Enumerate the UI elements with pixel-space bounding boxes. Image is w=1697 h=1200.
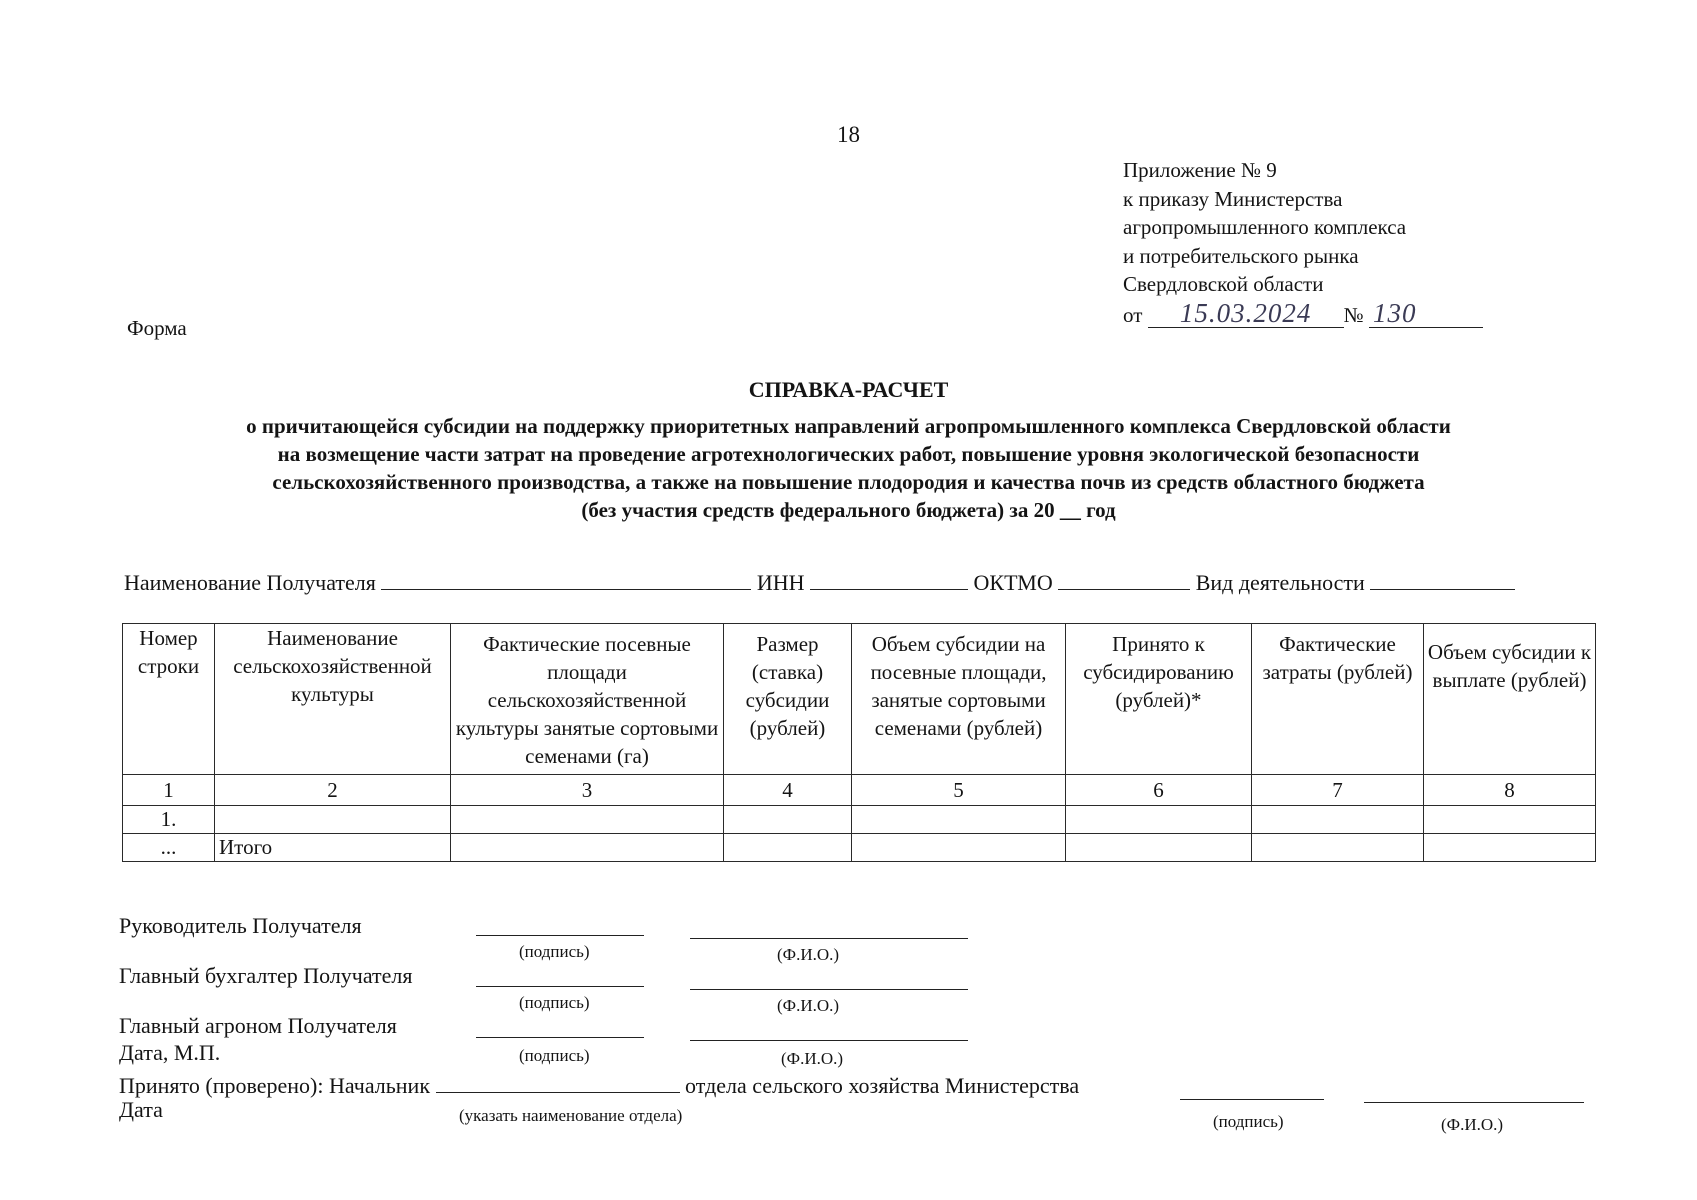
name-note: (Ф.И.О.) [781,1049,844,1068]
header-accepted: Принято к субсидированию (рублей)* [1066,624,1252,775]
table-cell[interactable] [1066,834,1252,862]
signature-note: (подпись) [519,942,590,961]
table-cell[interactable] [1424,834,1596,862]
table-cell[interactable] [1424,806,1596,834]
approval-signature-note: (подпись) [1213,1112,1284,1131]
recipient-name-blank[interactable] [381,571,751,590]
appendix-line: Приложение № 9 [1123,158,1277,182]
signature-line-head[interactable] [476,935,644,936]
appendix-line: агропромышленного комплекса [1123,215,1407,239]
oktmo-blank[interactable] [1058,571,1190,590]
table-cell: 1. [123,806,215,834]
column-number: 6 [1066,775,1252,806]
order-prefix: от [1123,302,1143,327]
department-blank[interactable] [436,1074,680,1093]
order-no-label: № [1343,302,1364,327]
order-reference [1123,299,1483,330]
table-row-total [123,834,1596,862]
name-note: (Ф.И.О.) [777,996,840,1015]
name-line-agronomist[interactable] [690,1040,968,1041]
recipient-name-label: Наименование Получателя [124,570,376,595]
signature-line-accountant[interactable] [476,986,644,987]
header-subsidy-volume: Объем субсидии на посевные площади, занятые сортовыми семенами (рублей) [852,624,1066,775]
signature-note: (подпись) [519,1046,590,1065]
column-number-row [123,775,1596,806]
approval-line [119,1073,1079,1099]
inn-label: ИНН [756,570,805,595]
activity-blank[interactable] [1370,571,1515,590]
table-cell[interactable] [1252,834,1424,862]
table-header-row [123,624,1596,775]
table-cell[interactable] [724,834,852,862]
appendix-block [1123,156,1483,329]
approval-middle: отдела сельского хозяйства Министерства [685,1073,1080,1098]
subtitle-line: (без участия средств федерального бюджета) за 20 __ год [581,498,1116,522]
table-cell[interactable] [1252,806,1424,834]
subtitle-line: сельскохозяйственного производства, а также на повышение плодородия и качества почв из средств областного бюджета [272,470,1425,494]
subsidy-table [122,623,1596,862]
column-number: 1 [123,775,215,806]
appendix-line: Свердловской области [1123,272,1324,296]
form-label: Форма [127,316,187,340]
page-number: 18 [837,122,860,147]
table-cell: ... [123,834,215,862]
header-row-number: Номер строки [123,624,215,775]
name-note: (Ф.И.О.) [777,945,840,964]
approval-signature-line[interactable] [1180,1099,1324,1100]
column-number: 8 [1424,775,1596,806]
activity-label: Вид деятельности [1195,570,1365,595]
column-number: 5 [852,775,1066,806]
appendix-line: и потребительского рынка [1123,243,1359,268]
oktmo-label: ОКТМО [973,570,1053,595]
table-cell[interactable] [451,806,724,834]
table-cell[interactable] [852,834,1066,862]
signature-label-head: Руководитель Получателя [119,913,362,938]
approval-name-note: (Ф.И.О.) [1441,1115,1504,1134]
table-row [123,806,1596,834]
department-note: (указать наименование отдела) [459,1106,683,1125]
subtitle-line: о причитающейся субсидии на поддержку приоритетных направлений агропромышленного комплекса Свердловской области [246,414,1451,438]
table-cell[interactable] [1066,806,1252,834]
approval-date-label: Дата [119,1097,163,1122]
order-number-handwritten: 130 [1369,299,1483,329]
table-cell-total-label: Итого [215,834,451,862]
name-line-head[interactable] [690,938,968,939]
approval-prefix: Принято (проверено): Начальник [119,1073,431,1098]
signature-label-accountant: Главный бухгалтер Получателя [119,963,413,988]
inn-blank[interactable] [810,571,968,590]
date-mp-label: Дата, М.П. [119,1040,221,1065]
signature-note: (подпись) [519,993,590,1012]
table-cell[interactable] [724,806,852,834]
signature-label-agronomist: Главный агроном Получателя [119,1013,397,1038]
column-number: 3 [451,775,724,806]
table-cell[interactable] [215,806,451,834]
header-actual-costs: Фактические затраты (рублей) [1252,624,1424,775]
table-cell[interactable] [451,834,724,862]
column-number: 4 [724,775,852,806]
column-number: 7 [1252,775,1424,806]
document-subtitle [100,412,1597,524]
column-number: 2 [215,775,451,806]
document-title: СПРАВКА-РАСЧЕТ [748,377,949,402]
signature-line-agronomist[interactable] [476,1037,644,1038]
name-line-accountant[interactable] [690,989,968,990]
subtitle-line: на возмещение части затрат на проведение агротехнологических работ, повышение уровня экологической безопасности [277,442,1420,466]
header-crop-name: Наименование сельскохозяйственной культуры [215,624,451,775]
appendix-line: к приказу Министерства [1123,186,1343,211]
approval-name-line[interactable] [1364,1102,1584,1103]
header-sown-area: Фактические посевные площади сельскохозяйственной культуры занятые сортовыми семенами (га) [451,624,724,775]
header-payout: Объем субсидии к выплате (рублей) [1424,624,1596,775]
table-cell[interactable] [852,806,1066,834]
order-date-handwritten: 15.03.2024 [1148,299,1344,329]
recipient-fields [124,570,1515,596]
header-rate: Размер (ставка) субсидии (рублей) [724,624,852,775]
